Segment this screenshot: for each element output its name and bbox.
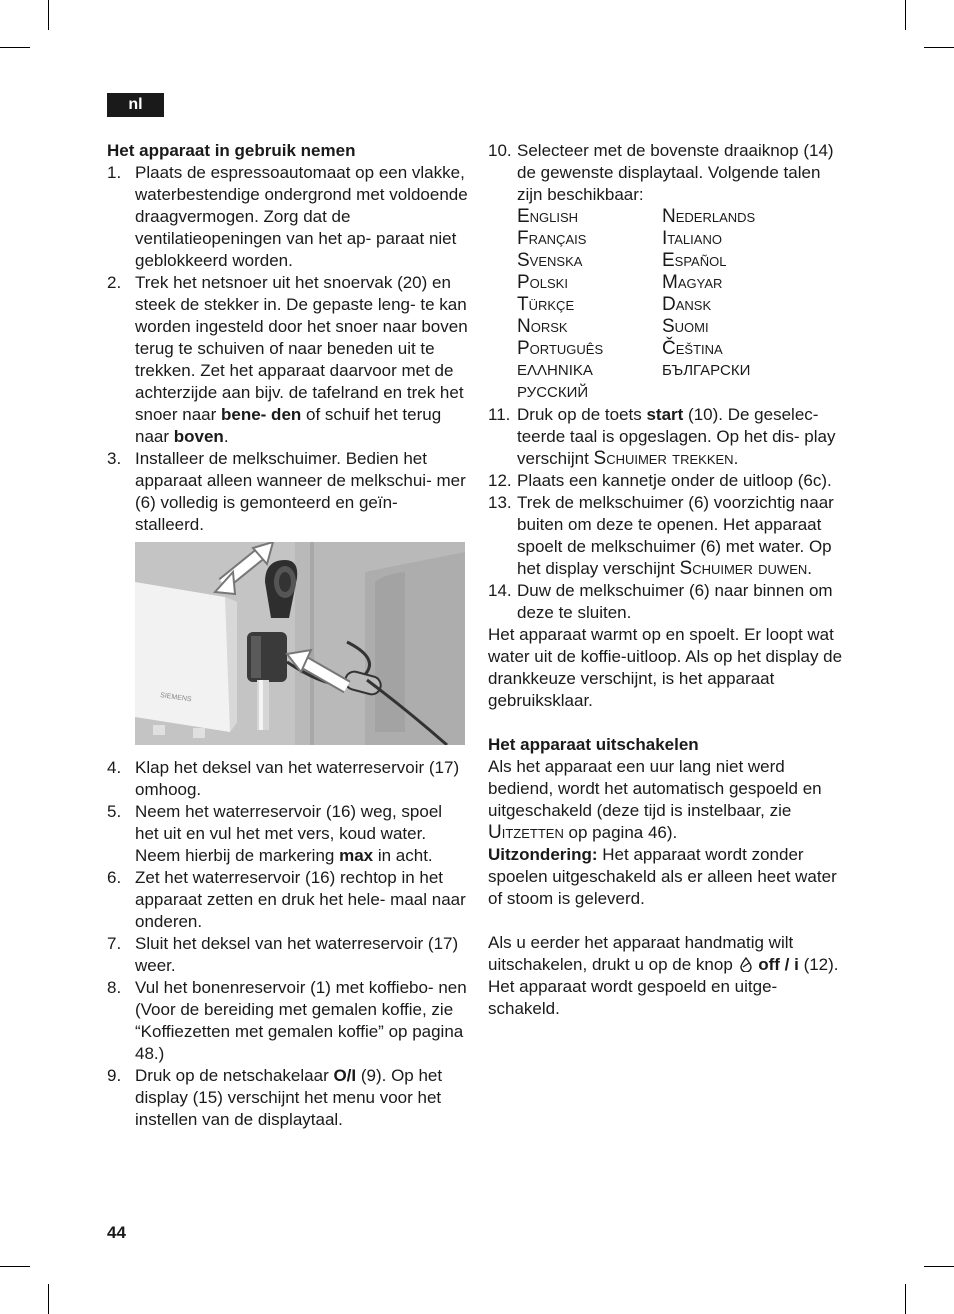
crop-mark [48,1284,49,1314]
ready-paragraph: Het apparaat warmt op en spoelt. Er loopt wat water uit de koffie-uitloop. Als op het display de drankkeuze verschijnt, is het apparaat gebruiksklaar. [488,625,843,710]
language-item: Suomi [662,316,709,337]
page-number: 44 [107,1223,126,1242]
crop-mark [48,0,49,30]
list-item: 5. Neem het waterreservoir (16) weg, spoel het uit en vul het met vers, koud water. Neem hierbij de markering max in acht. [107,802,443,865]
list-item: 4. Klap het deksel van het waterreservoir (17) omhoog. [107,758,460,799]
language-item: Svenska [517,250,583,271]
language-list [517,206,850,404]
list-item: 2. Trek het netsnoer uit het snoervak (20) en steek de stekker in. De gepaste leng- te kan worden ingesteld door het snoer naar boven terug te schuiven of naar beneden uit te trekken. Zet het apparaat daarvoor met de achterzijde aan bijv. de tafelrand en trek het snoer naar bene- den of schuif het terug naar boven. [107,273,468,446]
steps-list-continued [107,757,469,1131]
milk-frother-drawing [135,542,465,745]
steps-list-right [488,140,850,206]
list-item: 13. Trek de melkschuimer (6) voorzichtig naar buiten om deze te openen. Het apparaat spoelt de melkschuimer (6) met water. Op het display verschijnt Schuimer duwen. [488,493,834,579]
list-item: 11. Druk op de toets start (10). De geselec- teerde taal is opgeslagen. Op het dis- play verschijnt Schuimer trekken. [488,405,836,469]
milk-frother-illustration [135,542,465,745]
section-heading-start: Het apparaat in gebruik nemen [107,141,356,160]
steps-list-right-continued [488,404,850,624]
list-item: 12. Plaats een kannetje onder de uitloop (6c). [488,471,832,490]
language-item: Türkçe [517,294,575,315]
crop-mark [924,1266,954,1267]
crop-mark [905,0,906,30]
list-item: 7. Sluit het deksel van het waterreservoir (17) weer. [107,934,459,975]
right-column [488,140,850,1020]
steps-list [107,162,469,536]
language-item: English [517,206,579,227]
language-item: Dansk [662,294,712,315]
language-item: Italiano [662,228,722,249]
language-item: БЪЛГАРСКИ [662,362,751,379]
list-item: 1. Plaats de espressoautomaat op een vlakke, waterbestendige ondergrond met voldoende draagvermogen. Zorg dat de ventilatieopeningen van het ap- paraat niet geblokkeerd worden. [107,163,468,270]
brand-label: SIEMENS [159,692,192,704]
list-item: 14. Duw de melkschuimer (6) naar binnen om deze te sluiten. [488,581,833,622]
language-tab: nl [107,93,164,117]
language-item: Norsk [517,316,568,337]
language-item: Español [662,250,727,271]
list-item: 3. Installeer de melkschuimer. Bedien het apparaat alleen wanneer de melkschui- mer (6) volledig is gemonteerd en geïn- stalleerd. [107,449,466,534]
exception-paragraph: Uitzondering: Het apparaat wordt zonder spoelen uitgeschakeld als er alleen heet water of stoom is geleverd. [488,845,837,908]
language-item: Nederlands [662,206,756,227]
list-item: 8. Vul het bonenreservoir (1) met koffiebo- nen (Voor de bereiding met gemalen koffie, zie “Koffiezetten met gemalen koffie” op pagina 48.) [107,978,467,1063]
crop-mark [924,47,954,48]
manual-off-paragraph: Als u eerder het apparaat handmatig wilt uitschakelen, drukt u op de knop off / i (12). Het apparaat wordt gespoeld en uitge- schakeld. [488,933,839,1018]
language-item: ΕΛΛΗΝΙΚΑ [517,362,593,379]
crop-mark [0,47,30,48]
language-item: Čeština [662,338,723,359]
crop-mark [0,1266,30,1267]
list-item: 9. Druk op de netschakelaar O/I (9). Op het display (15) verschijnt het menu voor het instellen van de displaytaal. [107,1066,443,1129]
auto-off-paragraph: Als het apparaat een uur lang niet werd bediend, wordt het automatisch gespoeld en uitgeschakeld (deze tijd is instelbaar, zie Uitzetten op pagina 46). [488,757,822,843]
left-column [107,140,469,1131]
list-item: 6. Zet het waterreservoir (16) rechtop in het apparaat zetten en druk het hele- maal naar onderen. [107,868,466,931]
language-item: Français [517,228,587,249]
section-heading-off: Het apparaat uitschakelen [488,735,699,754]
language-item: РУССКИЙ [517,384,589,401]
crop-mark [905,1284,906,1314]
list-item: 10. Selecteer met de bovenste draaiknop (14) de gewenste displaytaal. Volgende talen zijn beschikbaar: [488,141,834,204]
language-item: Polski [517,272,568,293]
language-item: Magyar [662,272,723,293]
language-item: Português [517,338,604,359]
rinse-knob-icon [738,956,754,972]
